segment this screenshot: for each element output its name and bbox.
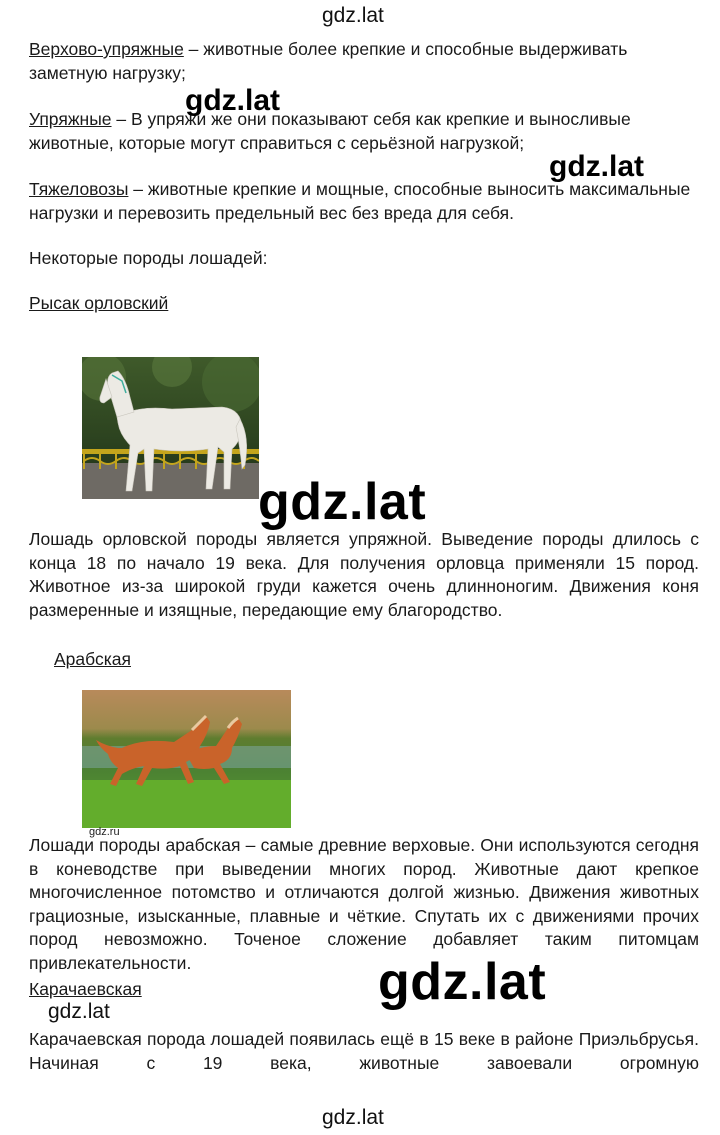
watermark-bottom: gdz.lat: [322, 1106, 384, 1129]
arabian-horses-photo: [82, 690, 291, 828]
definition-tyazhelovozy: [29, 178, 699, 225]
definition-term: Тяжеловозы: [29, 179, 129, 199]
watermark-overlay-1: gdz.lat: [185, 84, 280, 117]
breed-description-arabian: Лошади породы арабская – самые древние верховые. Они используются сегодня в коневодстве при выведении многих пород. Животные дают крепкое многочисленное потомство и отличаются долгой жизнью. Движения животных грациозные, изысканные, плавные и чёткие. Спутать их с движениями прочих пород невозможно. Точеное сложение добавляет таким питомцам привлекательности.: [29, 835, 699, 973]
definition-text: – животные более крепкие и способные выдерживать заметную нагрузку;: [29, 39, 628, 83]
definition-text: – животные крепкие и мощные, способные выносить максимальные нагрузки и перевозить предельный вес без вреда для себя.: [29, 179, 691, 223]
definition-term: Верхово-упряжные: [29, 39, 184, 59]
white-horse-photo: [82, 357, 259, 499]
definition-upryazhnye: [29, 108, 699, 155]
definition-term: Упряжные: [29, 109, 112, 129]
breeds-intro: Некоторые породы лошадей:: [29, 248, 268, 268]
watermark-small-overlay: gdz.lat: [48, 1000, 110, 1023]
watermark-large-overlay: gdz.lat: [258, 473, 427, 531]
breed-description-karachaev: Карачаевская порода лошадей появилась ещё в 15 веке в районе Приэльбрусья. Начиная с 19 века, животные завоевали огромную: [29, 1029, 699, 1073]
definition-text: – В упряжи же они показывают себя как крепкие и выносливые животные, которые могут справиться с серьёзной нагрузкой;: [29, 109, 631, 153]
definition-verhovo-upryazhnye: [29, 38, 699, 85]
breed-heading-karachaev: Карачаевская: [29, 979, 142, 999]
watermark-overlay-2: gdz.lat: [549, 150, 644, 183]
breed-heading-arabian: Арабская: [54, 649, 131, 669]
breed-heading-orlovsky: Рысак орловский: [29, 293, 169, 313]
breed-description-orlovsky: Лошадь орловской породы является упряжной. Выведение породы длилось с конца 18 по начало 19 века. Для получения орловца применяли 15 пород. Животное из-за широкой груди кажется очень длинноногим. Движения коня размеренные и изящные, передающие ему благородство.: [29, 529, 699, 620]
image-watermark-small: gdz.ru: [89, 826, 120, 838]
watermark-top: gdz.lat: [322, 4, 384, 27]
watermark-large-overlay-2: gdz.lat: [378, 953, 547, 1011]
